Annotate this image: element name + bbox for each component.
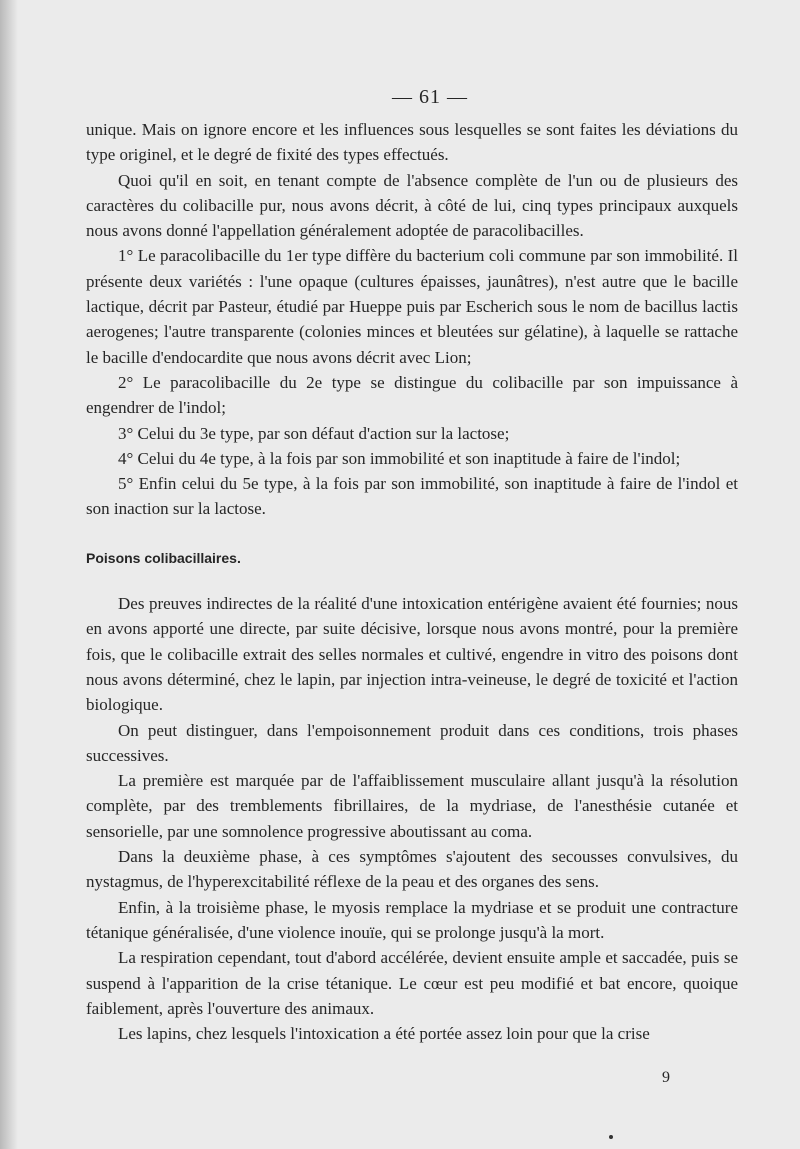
section-heading: Poisons colibacillaires. bbox=[86, 549, 241, 566]
paragraph-type-5: 5° Enfin celui du 5e type, à la fois par son immobilité, son inaptitude à faire de l'indol et son inaction sur la lactose. bbox=[86, 474, 738, 519]
ink-dot bbox=[609, 1135, 613, 1139]
paragraph-respiration: La respiration cependant, tout d'abord accélérée, devient ensuite ample et saccadée, puis se suspend à l'apparition de la crise tétanique. Le cœur est peu modifié et bat encore, quoique faiblement, après l'ouverture des animaux. bbox=[86, 948, 738, 1018]
binding-shadow bbox=[0, 0, 18, 1149]
paragraph-2: Quoi qu'il en soit, en tenant compte de l'absence complète de l'un ou de plusieurs des caractères du colibacille pur, nous avons décrit, à côté de lui, cinq types principaux auxquels nous avons donné l'appellation généralement adoptée de paracolibacilles. bbox=[86, 170, 738, 241]
paragraph-phase-3: Enfin, à la troisième phase, le myosis remplace la mydriase et se produit une contracture tétanique généralisée, d'une violence inouïe, qui se prolonge jusqu'à la mort. bbox=[86, 897, 738, 942]
paragraph-poisons-1: Des preuves indirectes de la réalité d'une intoxication entérigène avaient été fournies; nous en avons apporté une directe, par suite décisive, lorsque nous avons montré, pour la première fois, que le colibacille extrait des selles normales et cultivé, engendre in vitro des poisons dont nous avons déterminé, chez le lapin, par injection intra-veineuse, le degré de toxicité et l'action biologique. bbox=[86, 594, 738, 715]
paragraph-type-3: 3° Celui du 3e type, par son défaut d'action sur la lactose; bbox=[118, 423, 510, 443]
paragraph-lapins: Les lapins, chez lesquels l'intoxication a été portée assez loin pour que la crise bbox=[118, 1024, 650, 1044]
signature-mark: 9 bbox=[662, 1069, 670, 1086]
paragraph-type-2: 2° Le paracolibacille du 2e type se distingue du colibacille par son impuissance à engendrer de l'indol; bbox=[86, 372, 738, 418]
paragraph-type-4: 4° Celui du 4e type, à la fois par son immobilité et son inaptitude à faire de l'indol; bbox=[118, 448, 681, 468]
paragraph-poisons-2: On peut distinguer, dans l'empoisonnement produit dans ces conditions, trois phases successives. bbox=[86, 720, 738, 765]
page-number: — 61 — bbox=[392, 86, 468, 108]
paragraph-1: unique. Mais on ignore encore et les influences sous lesquelles se sont faites les déviations du type originel, et le degré de fixité des types effectués. bbox=[86, 120, 738, 165]
body-text bbox=[86, 117, 738, 1046]
paragraph-type-1: 1° Le paracolibacille du 1er type diffère du bacterium coli commune par son immobilité. Il présente deux variétés : l'une opaque (cultures épaisses, jaunâtres), n'est autre que le bacille lactique, décrit par Pasteur, étudié par Hueppe puis par Escherich sous le nom de bacillus lactis aerogenes; l'autre transparente (colonies minces et bleutées sur gélatine), à laquelle se rattache le bacille d'endocardite que nous avons décrit avec Lion; bbox=[86, 246, 738, 367]
paragraph-phase-2: Dans la deuxième phase, à ces symptômes s'ajoutent des secousses convulsives, du nystagmus, de l'hyperexcitabilité réflexe de la peau et des organes des sens. bbox=[86, 847, 738, 892]
paragraph-phase-1: La première est marquée par de l'affaiblissement musculaire allant jusqu'à la résolution complète, par des tremblements fibrillaires, de la mydriase, de l'anesthésie cutanée et sensorielle, par une somnolence progressive aboutissant au coma. bbox=[86, 771, 738, 841]
